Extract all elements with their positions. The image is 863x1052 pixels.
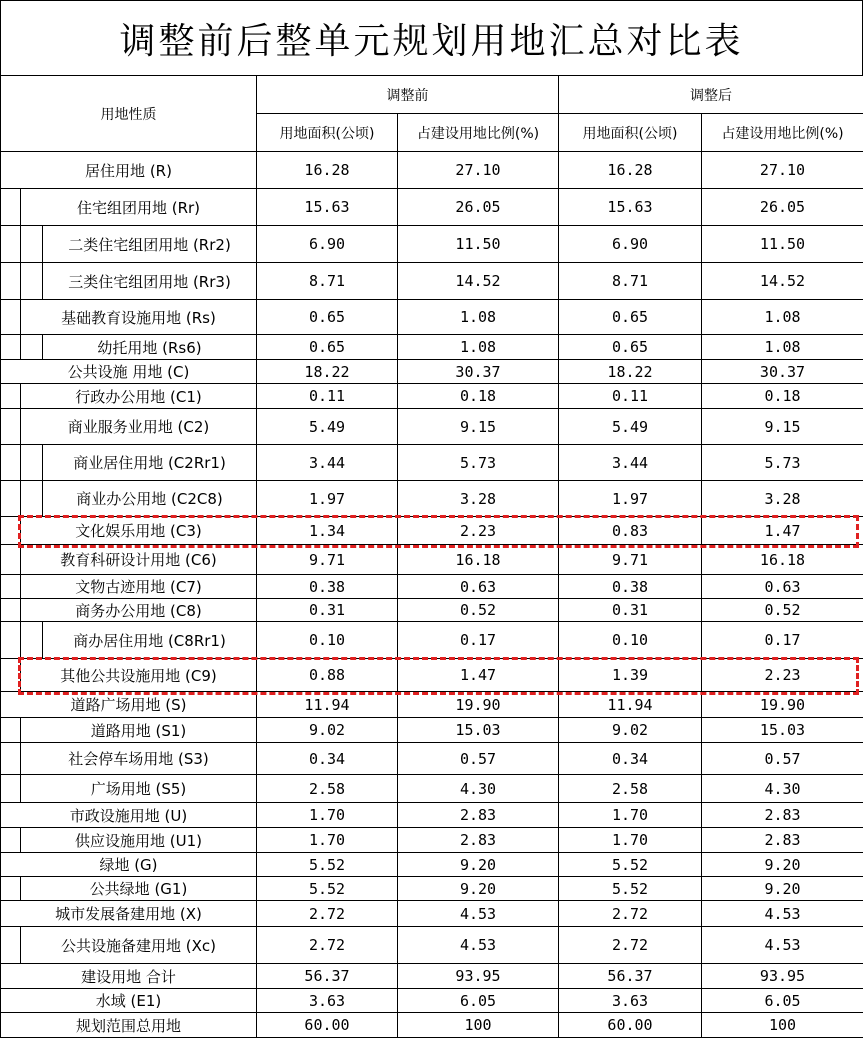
- after-ratio-cell: 4.53: [702, 927, 863, 964]
- after-area-cell: 2.72: [559, 901, 702, 927]
- header-after: 调整后: [559, 76, 863, 114]
- before-ratio-cell: 11.50: [398, 226, 559, 263]
- land-use-name: 绿地 (G): [99, 856, 158, 874]
- indent-guide: [1, 718, 21, 742]
- before-area-cell: 16.28: [257, 152, 398, 189]
- land-use-name: 公共绿地 (G1): [89, 880, 188, 898]
- after-area-cell: 3.44: [559, 445, 702, 481]
- header-after-area: 用地面积(公顷): [559, 114, 702, 152]
- after-area-cell: 5.52: [559, 853, 702, 877]
- after-ratio-cell: 30.37: [702, 360, 863, 384]
- after-ratio-cell: 0.17: [702, 622, 863, 659]
- indent-guide: [1, 575, 21, 598]
- land-use-name-cell: [1, 659, 257, 692]
- indent-guide: [1, 877, 21, 900]
- before-area-cell: 11.94: [257, 692, 398, 718]
- before-area-cell: 6.90: [257, 226, 398, 263]
- after-area-cell: 6.90: [559, 226, 702, 263]
- before-ratio-cell: 0.63: [398, 575, 559, 599]
- before-ratio-cell: 19.90: [398, 692, 559, 718]
- table-row: [1, 927, 863, 964]
- before-area-cell: 0.88: [257, 659, 398, 692]
- after-ratio-cell: 4.30: [702, 775, 863, 803]
- after-area-cell: 3.63: [559, 989, 702, 1013]
- land-use-name: 建设用地 合计: [81, 967, 176, 986]
- table-row: [1, 828, 863, 853]
- table-row: [1, 775, 863, 803]
- after-area-cell: 0.65: [559, 300, 702, 335]
- before-ratio-cell: 2.23: [398, 517, 559, 545]
- table-row: [1, 545, 863, 575]
- land-use-name-cell: [1, 545, 257, 575]
- after-area-cell: 0.11: [559, 384, 702, 409]
- land-use-name: 居住用地 (R): [85, 161, 172, 180]
- indent-guide: [1, 409, 21, 444]
- table-row: [1, 622, 863, 659]
- land-use-name-cell: [1, 803, 257, 828]
- header-after-ratio: 占建设用地比例(%): [702, 114, 863, 152]
- table-row: [1, 901, 863, 927]
- after-area-cell: 9.71: [559, 545, 702, 575]
- land-use-name-cell: [1, 445, 257, 481]
- after-ratio-cell: 0.52: [702, 599, 863, 622]
- indent-guide: [1, 335, 21, 359]
- table-row: [1, 263, 863, 300]
- before-ratio-cell: 4.30: [398, 775, 559, 803]
- table-row: [1, 335, 863, 360]
- table-row: [1, 384, 863, 409]
- land-use-name: 三类住宅组团用地 (Rr3): [68, 272, 231, 291]
- land-use-name-cell: [1, 718, 257, 743]
- land-use-name: 规划范围总用地: [75, 1016, 181, 1035]
- land-use-name-cell: [1, 575, 257, 599]
- land-use-name: 商业办公用地 (C2C8): [76, 490, 223, 508]
- after-ratio-cell: 100: [702, 1013, 863, 1038]
- land-use-name-cell: [1, 1013, 257, 1038]
- before-ratio-cell: 0.57: [398, 743, 559, 775]
- land-use-name-cell: [1, 692, 257, 718]
- table-row: [1, 575, 863, 599]
- land-use-name-cell: [1, 877, 257, 901]
- before-area-cell: 0.65: [257, 335, 398, 360]
- indent-guide: [1, 226, 21, 262]
- land-use-name: 二类住宅组团用地 (Rr2): [68, 235, 231, 254]
- after-area-cell: 5.52: [559, 877, 702, 901]
- table-row: [1, 692, 863, 718]
- header-before-ratio: 占建设用地比例(%): [398, 114, 559, 152]
- land-use-name: 公共设施 用地 (C): [67, 363, 190, 381]
- table-row: [1, 853, 863, 877]
- land-use-name: 文化娱乐用地 (C3): [75, 522, 202, 540]
- land-use-name-cell: [1, 335, 257, 360]
- land-use-name-cell: [1, 384, 257, 409]
- land-use-name: 城市发展备建用地 (X): [55, 905, 202, 923]
- before-ratio-cell: 2.83: [398, 803, 559, 828]
- before-area-cell: 15.63: [257, 189, 398, 226]
- before-ratio-cell: 16.18: [398, 545, 559, 575]
- indent-guide: [1, 599, 21, 621]
- indent-guide: [21, 481, 43, 516]
- after-area-cell: 1.97: [559, 481, 702, 517]
- table-row: [1, 300, 863, 335]
- after-area-cell: 0.38: [559, 575, 702, 599]
- indent-guide: [1, 927, 21, 963]
- before-ratio-cell: 2.83: [398, 828, 559, 853]
- table-row: [1, 481, 863, 517]
- indent-guide: [1, 743, 21, 774]
- table-row: [1, 445, 863, 481]
- before-area-cell: 5.49: [257, 409, 398, 445]
- indent-guide: [21, 226, 43, 262]
- before-area-cell: 0.11: [257, 384, 398, 409]
- land-use-name: 道路广场用地 (S): [70, 696, 187, 714]
- indent-guide: [1, 545, 21, 574]
- before-ratio-cell: 30.37: [398, 360, 559, 384]
- after-ratio-cell: 6.05: [702, 989, 863, 1013]
- after-ratio-cell: 27.10: [702, 152, 863, 189]
- land-use-name-cell: [1, 927, 257, 964]
- land-use-name-cell: [1, 901, 257, 927]
- after-area-cell: 0.31: [559, 599, 702, 622]
- after-ratio-cell: 9.20: [702, 853, 863, 877]
- before-ratio-cell: 1.47: [398, 659, 559, 692]
- after-ratio-cell: 93.95: [702, 964, 863, 989]
- after-area-cell: 8.71: [559, 263, 702, 300]
- before-ratio-cell: 4.53: [398, 927, 559, 964]
- land-use-name-cell: [1, 989, 257, 1013]
- after-ratio-cell: 9.20: [702, 877, 863, 901]
- land-use-name-cell: [1, 409, 257, 445]
- land-use-name: 市政设施用地 (U): [69, 806, 188, 825]
- table-row: [1, 226, 863, 263]
- after-ratio-cell: 9.15: [702, 409, 863, 445]
- before-area-cell: 56.37: [257, 964, 398, 989]
- land-use-name: 商业居住用地 (C2Rr1): [73, 454, 226, 472]
- land-use-name: 社会停车场用地 (S3): [68, 750, 209, 768]
- after-ratio-cell: 1.47: [702, 517, 863, 545]
- indent-guide: [1, 300, 21, 334]
- after-area-cell: 1.70: [559, 803, 702, 828]
- land-use-name-cell: [1, 360, 257, 384]
- after-area-cell: 1.39: [559, 659, 702, 692]
- before-area-cell: 1.34: [257, 517, 398, 545]
- before-ratio-cell: 9.15: [398, 409, 559, 445]
- after-ratio-cell: 1.08: [702, 335, 863, 360]
- before-area-cell: 2.58: [257, 775, 398, 803]
- before-area-cell: 0.31: [257, 599, 398, 622]
- table-row: [1, 743, 863, 775]
- land-use-name-cell: [1, 964, 257, 989]
- land-use-name: 广场用地 (S5): [90, 780, 187, 798]
- before-area-cell: 3.63: [257, 989, 398, 1013]
- table-title: 调整前后整单元规划用地汇总对比表: [0, 0, 863, 75]
- table-row: [1, 599, 863, 622]
- before-ratio-cell: 6.05: [398, 989, 559, 1013]
- indent-guide: [1, 481, 21, 516]
- before-ratio-cell: 26.05: [398, 189, 559, 226]
- table-body: [1, 152, 863, 1038]
- before-area-cell: 1.97: [257, 481, 398, 517]
- after-area-cell: 9.02: [559, 718, 702, 743]
- land-use-name-cell: [1, 263, 257, 300]
- before-ratio-cell: 4.53: [398, 901, 559, 927]
- before-area-cell: 0.10: [257, 622, 398, 659]
- land-use-name-cell: [1, 743, 257, 775]
- land-use-name: 商办居住用地 (C8Rr1): [73, 631, 226, 650]
- land-use-name-cell: [1, 775, 257, 803]
- before-area-cell: 1.70: [257, 828, 398, 853]
- land-use-name: 行政办公用地 (C1): [75, 387, 202, 406]
- table-row: [1, 989, 863, 1013]
- before-ratio-cell: 5.73: [398, 445, 559, 481]
- indent-guide: [1, 445, 21, 480]
- table-row: [1, 803, 863, 828]
- table-row: [1, 1013, 863, 1038]
- before-area-cell: 9.71: [257, 545, 398, 575]
- indent-guide: [1, 384, 21, 408]
- before-ratio-cell: 0.18: [398, 384, 559, 409]
- indent-guide: [1, 659, 21, 691]
- before-ratio-cell: 0.17: [398, 622, 559, 659]
- land-use-name: 供应设施用地 (U1): [75, 831, 202, 850]
- indent-guide: [21, 335, 43, 359]
- after-ratio-cell: 1.08: [702, 300, 863, 335]
- land-use-name: 住宅组团用地 (Rr): [76, 198, 201, 217]
- header-before: 调整前: [257, 76, 559, 114]
- before-ratio-cell: 3.28: [398, 481, 559, 517]
- before-ratio-cell: 93.95: [398, 964, 559, 989]
- before-area-cell: 2.72: [257, 927, 398, 964]
- table-row: [1, 718, 863, 743]
- after-ratio-cell: 0.18: [702, 384, 863, 409]
- land-use-table: [0, 75, 863, 1038]
- before-ratio-cell: 9.20: [398, 877, 559, 901]
- before-area-cell: 0.65: [257, 300, 398, 335]
- indent-guide: [21, 622, 43, 658]
- before-area-cell: 18.22: [257, 360, 398, 384]
- before-ratio-cell: 9.20: [398, 853, 559, 877]
- before-area-cell: 5.52: [257, 877, 398, 901]
- after-area-cell: 15.63: [559, 189, 702, 226]
- land-use-name-cell: [1, 517, 257, 545]
- after-ratio-cell: 0.63: [702, 575, 863, 599]
- before-ratio-cell: 15.03: [398, 718, 559, 743]
- after-ratio-cell: 26.05: [702, 189, 863, 226]
- land-use-name: 幼托用地 (Rs6): [97, 338, 202, 357]
- after-area-cell: 5.49: [559, 409, 702, 445]
- after-area-cell: 0.10: [559, 622, 702, 659]
- indent-guide: [21, 263, 43, 299]
- after-area-cell: 60.00: [559, 1013, 702, 1038]
- after-area-cell: 0.83: [559, 517, 702, 545]
- table-row: [1, 517, 863, 545]
- table-row: [1, 659, 863, 692]
- indent-guide: [1, 263, 21, 299]
- before-ratio-cell: 14.52: [398, 263, 559, 300]
- table-row: [1, 964, 863, 989]
- after-ratio-cell: 14.52: [702, 263, 863, 300]
- land-use-name: 水域 (E1): [95, 992, 162, 1010]
- land-use-name-cell: [1, 226, 257, 263]
- indent-guide: [1, 189, 21, 225]
- indent-guide: [1, 517, 21, 544]
- land-use-name-cell: [1, 622, 257, 659]
- after-ratio-cell: 2.83: [702, 803, 863, 828]
- after-ratio-cell: 4.53: [702, 901, 863, 927]
- land-use-name: 商业服务业用地 (C2): [67, 418, 210, 436]
- before-area-cell: 9.02: [257, 718, 398, 743]
- land-use-name-cell: [1, 189, 257, 226]
- header-before-area: 用地面积(公顷): [257, 114, 398, 152]
- after-ratio-cell: 2.23: [702, 659, 863, 692]
- after-ratio-cell: 2.83: [702, 828, 863, 853]
- after-area-cell: 2.58: [559, 775, 702, 803]
- before-area-cell: 3.44: [257, 445, 398, 481]
- land-use-name: 文物古迹用地 (C7): [75, 578, 202, 596]
- after-area-cell: 0.65: [559, 335, 702, 360]
- after-area-cell: 2.72: [559, 927, 702, 964]
- land-use-name-cell: [1, 853, 257, 877]
- land-use-name: 道路用地 (S1): [90, 721, 187, 740]
- after-ratio-cell: 3.28: [702, 481, 863, 517]
- before-ratio-cell: 27.10: [398, 152, 559, 189]
- after-ratio-cell: 19.90: [702, 692, 863, 718]
- land-use-name-cell: [1, 599, 257, 622]
- land-use-name-cell: [1, 481, 257, 517]
- land-use-name-cell: [1, 152, 257, 189]
- after-area-cell: 11.94: [559, 692, 702, 718]
- land-use-name: 基础教育设施用地 (Rs): [61, 308, 216, 327]
- table-row: [1, 189, 863, 226]
- table-row: [1, 409, 863, 445]
- before-area-cell: 60.00: [257, 1013, 398, 1038]
- before-ratio-cell: 0.52: [398, 599, 559, 622]
- before-ratio-cell: 1.08: [398, 300, 559, 335]
- table-row: [1, 877, 863, 901]
- land-use-name-cell: [1, 828, 257, 853]
- header-land-nature: 用地性质: [1, 76, 257, 152]
- before-area-cell: 0.38: [257, 575, 398, 599]
- after-ratio-cell: 11.50: [702, 226, 863, 263]
- after-area-cell: 18.22: [559, 360, 702, 384]
- land-use-name-cell: [1, 300, 257, 335]
- after-area-cell: 16.28: [559, 152, 702, 189]
- before-ratio-cell: 1.08: [398, 335, 559, 360]
- after-area-cell: 56.37: [559, 964, 702, 989]
- land-use-name: 教育科研设计用地 (C6): [60, 551, 217, 569]
- table-row: [1, 360, 863, 384]
- after-ratio-cell: 15.03: [702, 718, 863, 743]
- before-area-cell: 5.52: [257, 853, 398, 877]
- before-ratio-cell: 100: [398, 1013, 559, 1038]
- before-area-cell: 2.72: [257, 901, 398, 927]
- indent-guide: [1, 622, 21, 658]
- land-use-name: 公共设施备建用地 (Xc): [61, 936, 216, 955]
- table-row: [1, 152, 863, 189]
- indent-guide: [1, 828, 21, 852]
- before-area-cell: 0.34: [257, 743, 398, 775]
- indent-guide: [1, 775, 21, 802]
- after-ratio-cell: 16.18: [702, 545, 863, 575]
- after-area-cell: 0.34: [559, 743, 702, 775]
- indent-guide: [21, 445, 43, 480]
- before-area-cell: 8.71: [257, 263, 398, 300]
- after-ratio-cell: 5.73: [702, 445, 863, 481]
- after-ratio-cell: 0.57: [702, 743, 863, 775]
- land-use-name: 其他公共设施用地 (C9): [60, 666, 217, 685]
- after-area-cell: 1.70: [559, 828, 702, 853]
- land-use-name: 商务办公用地 (C8): [75, 601, 202, 620]
- before-area-cell: 1.70: [257, 803, 398, 828]
